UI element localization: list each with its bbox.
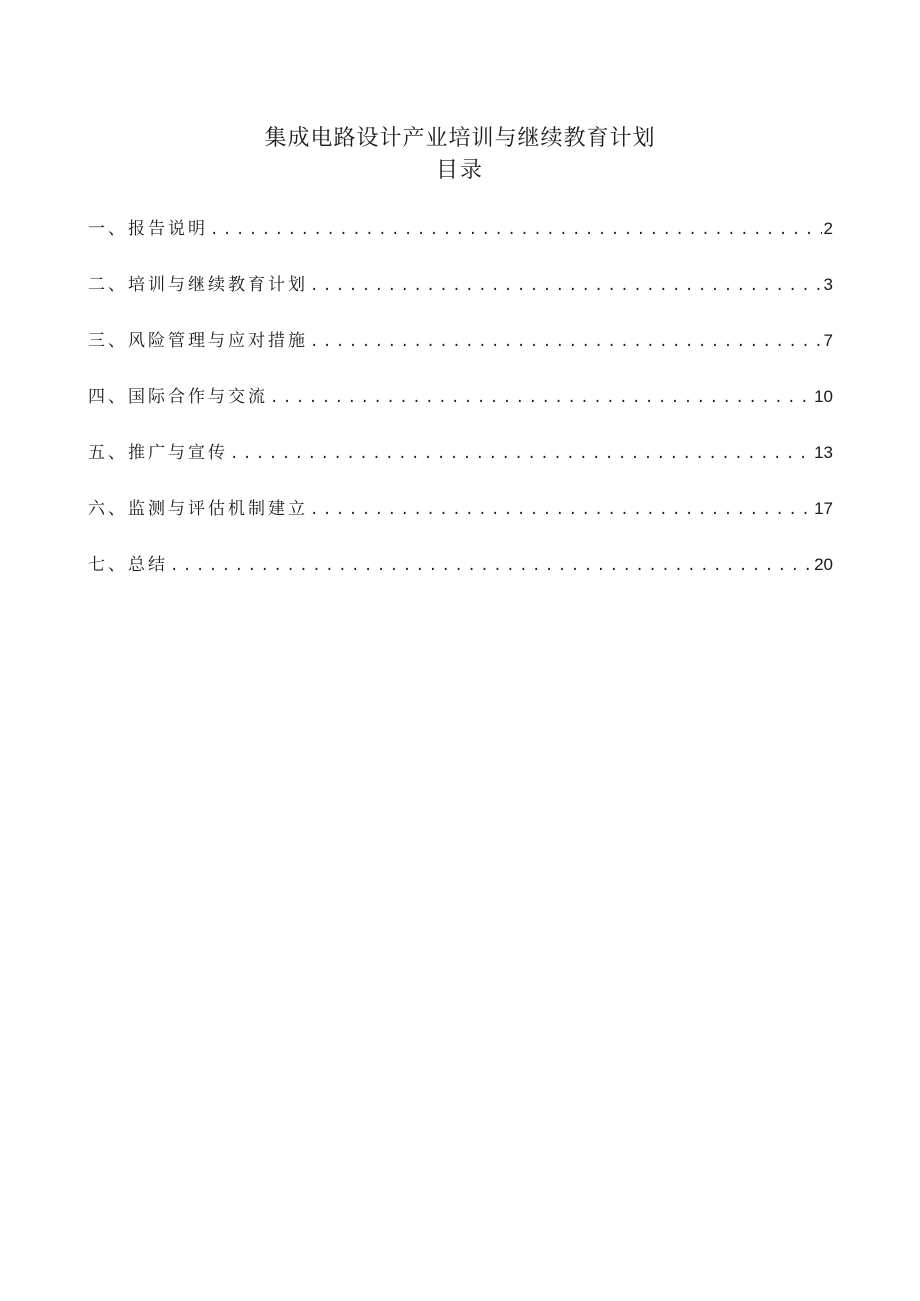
toc-entry-page: 13 bbox=[814, 443, 833, 462]
toc-dot-leader bbox=[170, 552, 812, 580]
toc-entry-international-cooperation[interactable] bbox=[88, 383, 833, 439]
toc-entry-summary[interactable] bbox=[88, 551, 833, 607]
toc-dot-leader bbox=[310, 496, 812, 524]
toc-entry-number: 四、 bbox=[88, 387, 128, 407]
toc-entry-report-description[interactable] bbox=[88, 215, 833, 271]
toc-entry-label: 培训与继续教育计划 bbox=[128, 275, 308, 295]
toc-dot-leader bbox=[270, 384, 812, 412]
toc-entry-training-plan[interactable] bbox=[88, 271, 833, 327]
toc-heading: 目录 bbox=[435, 158, 484, 183]
toc-entry-label: 报告说明 bbox=[128, 219, 208, 239]
toc-entry-number: 七、 bbox=[88, 555, 128, 575]
toc-entry-number: 三、 bbox=[88, 331, 128, 351]
toc-entry-label: 监测与评估机制建立 bbox=[128, 499, 308, 519]
toc-entry-promotion[interactable] bbox=[88, 439, 833, 495]
toc-entry-label: 国际合作与交流 bbox=[128, 387, 268, 407]
toc-entry-number: 二、 bbox=[88, 275, 128, 295]
toc-entry-page: 2 bbox=[823, 219, 833, 238]
toc-dot-leader bbox=[310, 328, 822, 356]
toc-entry-page: 20 bbox=[814, 555, 833, 574]
table-of-contents bbox=[88, 215, 833, 607]
toc-entry-number: 六、 bbox=[88, 499, 128, 519]
toc-entry-label: 总结 bbox=[128, 555, 168, 575]
toc-entry-page: 7 bbox=[823, 331, 833, 350]
toc-entry-label: 风险管理与应对措施 bbox=[128, 331, 308, 351]
toc-entry-number: 一、 bbox=[88, 219, 128, 239]
toc-entry-number: 五、 bbox=[88, 443, 128, 463]
toc-entry-monitoring-evaluation[interactable] bbox=[88, 495, 833, 551]
document-title: 集成电路设计产业培训与继续教育计划 bbox=[264, 126, 656, 151]
toc-dot-leader bbox=[230, 440, 812, 468]
toc-entry-label: 推广与宣传 bbox=[128, 443, 228, 463]
toc-entry-page: 10 bbox=[814, 387, 833, 406]
toc-entry-risk-management[interactable] bbox=[88, 327, 833, 383]
toc-dot-leader bbox=[310, 272, 822, 300]
toc-entry-page: 3 bbox=[823, 275, 833, 294]
toc-entry-page: 17 bbox=[814, 499, 833, 518]
toc-dot-leader bbox=[210, 216, 822, 244]
